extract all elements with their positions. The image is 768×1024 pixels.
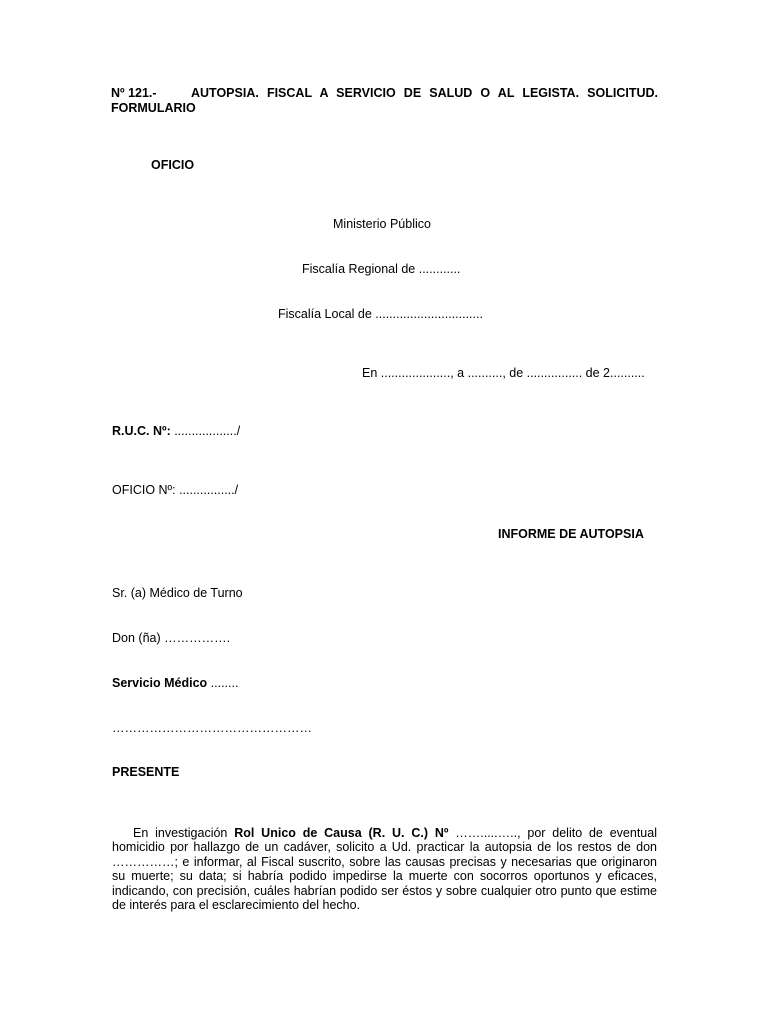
- ruc-value: ................../: [170, 424, 241, 438]
- heading-title: AUTOPSIA. FISCAL A SERVICIO DE SALUD O AL LEGISTA. SOLICITUD. FORMULARIO: [111, 86, 658, 115]
- ruc-label: R.U.C. Nº:: [112, 424, 171, 438]
- oficio-label: OFICIO: [151, 158, 195, 172]
- document-heading: [111, 86, 658, 116]
- body-intro: En investigación: [133, 826, 235, 840]
- ruc-line: [112, 424, 240, 439]
- presente-label: PRESENTE: [112, 765, 180, 779]
- body-ruc-label: Rol Unico de Causa (R. U. C.) Nº: [234, 826, 449, 840]
- body-text: …….....….., por delito de eventual homicidio por hallazgo de un cadáver, solicito a Ud. practicar la autopsia de los restos de don ……………; e informar, al Fiscal suscrito, sobre las causas precisas y necesarias que originaron su muerte; su data; si habría podido impedirse la muerte con socorros oportunos y eficaces, indicando, con precisión, cuáles habrían podido ser éstos y sobre cualquier otro punto que estime de interés para el esclarecimiento del hecho.: [112, 826, 657, 913]
- recipient-title: Sr. (a) Médico de Turno: [112, 586, 243, 600]
- recipient-name: Don (ña) …………….: [112, 631, 231, 645]
- recipient-dots-line: …………………………………………: [112, 721, 312, 735]
- heading-number: Nº 121.-: [111, 86, 157, 100]
- servicio-label: Servicio Médico: [112, 676, 208, 690]
- ministerio-line: Ministerio Público: [333, 217, 431, 231]
- oficio-number-line: OFICIO Nº: ................/: [112, 483, 239, 497]
- body-paragraph: [112, 826, 657, 912]
- subject-line: INFORME DE AUTOPSIA: [498, 527, 644, 541]
- servicio-medico-line: [112, 676, 238, 691]
- date-line: En ...................., a .........., de ................ de 2..........: [362, 366, 645, 380]
- servicio-value: ........: [207, 676, 239, 690]
- fiscalia-regional-line: Fiscalía Regional de ............: [302, 262, 461, 276]
- fiscalia-local-line: Fiscalía Local de ...............................: [278, 307, 483, 321]
